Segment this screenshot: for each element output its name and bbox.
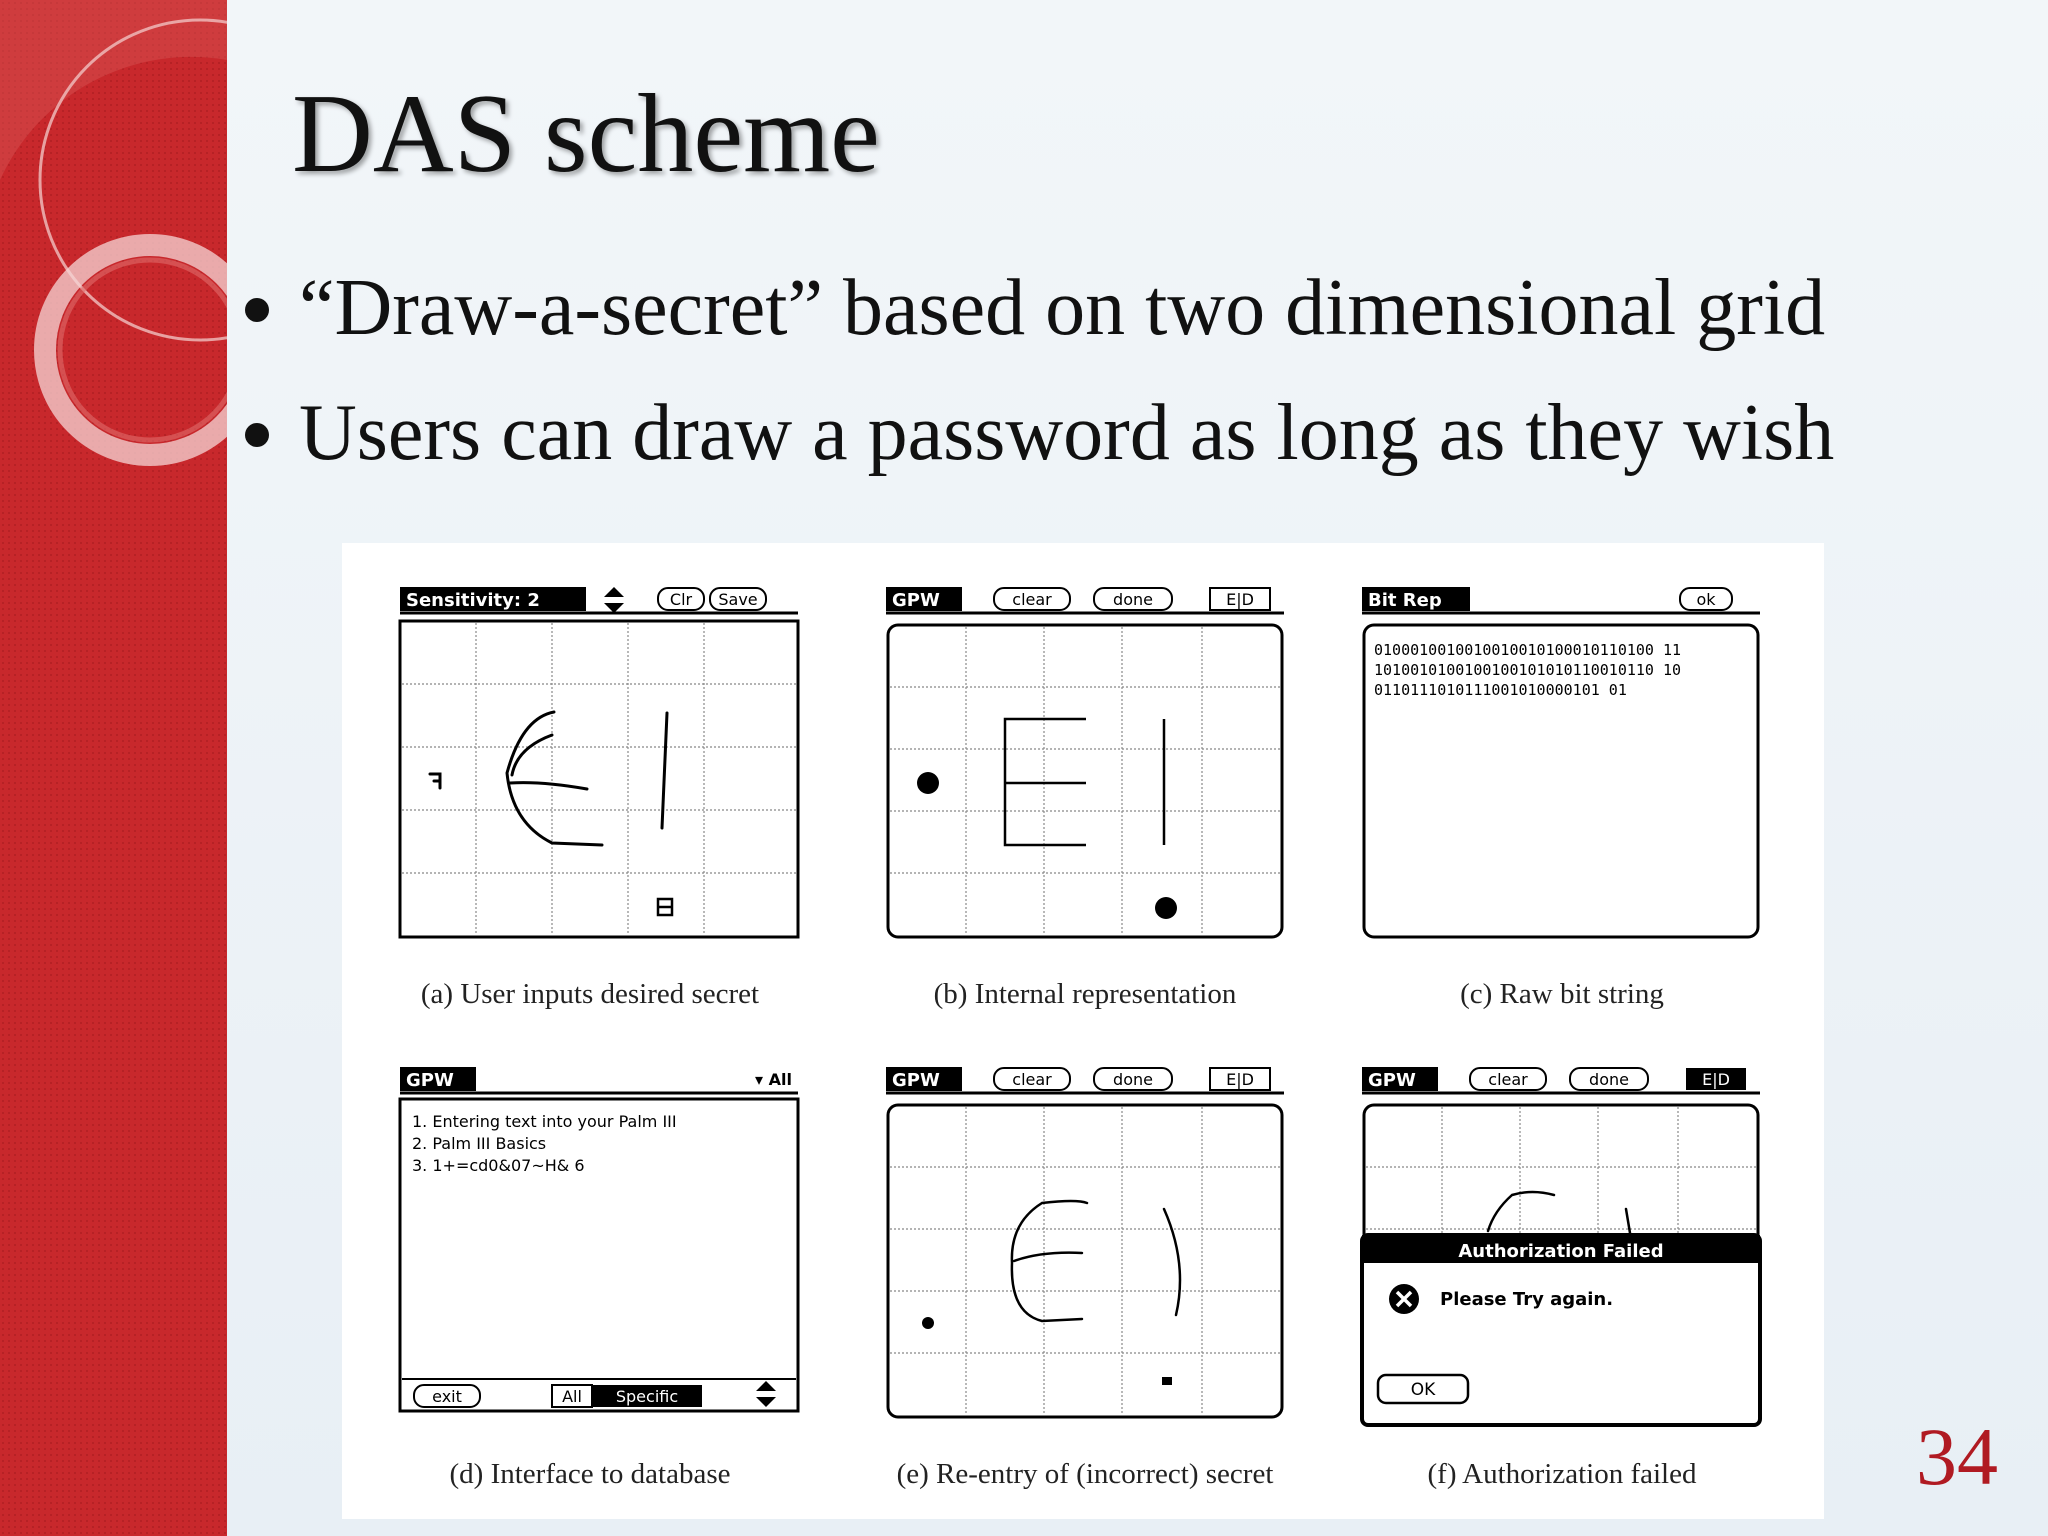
ed-toggle-label: E|D bbox=[1226, 1070, 1254, 1089]
panel-a bbox=[400, 587, 798, 1010]
bullet-dot-icon bbox=[245, 298, 269, 322]
clr-button-label: Clr bbox=[669, 590, 693, 609]
save-button-label: Save bbox=[718, 590, 758, 609]
panel-d-caption: (d) Interface to database bbox=[449, 1458, 731, 1490]
clear-button-label: clear bbox=[1012, 590, 1052, 609]
bit-line-1: 0100010010010010010100010110100 11 bbox=[1374, 641, 1682, 659]
all-toggle-label: All bbox=[562, 1387, 582, 1406]
list-item[interactable]: 3. 1+=cd0&07~H& 6 bbox=[412, 1156, 585, 1175]
done-button-label: done bbox=[1113, 590, 1153, 609]
list-item[interactable]: 1. Entering text into your Palm III bbox=[412, 1112, 677, 1131]
bullet-dot-icon bbox=[245, 423, 269, 447]
panel-b-caption: (b) Internal representation bbox=[933, 978, 1237, 1010]
das-figure-panels bbox=[342, 543, 1824, 1519]
slide-title: DAS scheme bbox=[292, 72, 880, 196]
das-figure bbox=[342, 543, 1824, 1519]
clear-button-label: clear bbox=[1488, 1070, 1528, 1089]
panel-e-caption: (e) Re-entry of (incorrect) secret bbox=[896, 1458, 1274, 1490]
panel-b bbox=[886, 587, 1284, 1010]
ed-toggle-label: E|D bbox=[1702, 1070, 1730, 1089]
clear-button-label: clear bbox=[1012, 1070, 1052, 1089]
panel-a-header: Sensitivity: 2 bbox=[406, 590, 540, 611]
panel-f bbox=[1362, 1067, 1760, 1490]
panel-e-grid-canvas[interactable] bbox=[888, 1105, 1282, 1417]
panel-b-header: GPW bbox=[892, 590, 940, 611]
specific-toggle-label: Specific bbox=[615, 1387, 679, 1406]
panel-c-header: Bit Rep bbox=[1368, 590, 1442, 611]
bit-line-3: 0110111010111001010000101 01 bbox=[1374, 681, 1627, 699]
bullet-2-text: Users can draw a password as long as they wish bbox=[299, 389, 1835, 477]
panel-e-header: GPW bbox=[892, 1070, 940, 1091]
ed-toggle-label: E|D bbox=[1226, 590, 1254, 609]
bullet-1 bbox=[245, 263, 1825, 354]
bullet-1-text: “Draw-a-secret” based on two dimensional grid bbox=[299, 264, 1826, 352]
bullet-2 bbox=[245, 388, 1834, 479]
panel-b-grid-canvas[interactable] bbox=[888, 625, 1282, 937]
panel-d-header: GPW bbox=[406, 1070, 454, 1091]
list-item[interactable]: 2. Palm III Basics bbox=[412, 1134, 547, 1153]
sidebar-decoration bbox=[0, 0, 227, 1536]
panel-c-caption: (c) Raw bit string bbox=[1460, 978, 1664, 1010]
panel-f-header: GPW bbox=[1368, 1070, 1416, 1091]
panel-d bbox=[400, 1067, 798, 1490]
bit-line-2: 1010010100100100101010110010110 10 bbox=[1374, 661, 1682, 679]
panel-a-grid-canvas[interactable] bbox=[400, 621, 798, 937]
done-button-label: done bbox=[1113, 1070, 1153, 1089]
panel-f-caption: (f) Authorization failed bbox=[1427, 1458, 1697, 1490]
panel-e bbox=[886, 1067, 1284, 1490]
exit-button-label: exit bbox=[432, 1387, 462, 1406]
dialog-message: Please Try again. bbox=[1440, 1289, 1614, 1310]
panel-a-caption: (a) User inputs desired secret bbox=[420, 978, 760, 1010]
sort-arrows-icon[interactable] bbox=[604, 587, 624, 613]
sidebar-circles-graphic bbox=[0, 0, 227, 1536]
dialog-title: Authorization Failed bbox=[1458, 1241, 1664, 1262]
ok-button-label: ok bbox=[1696, 590, 1716, 609]
page-number: 34 bbox=[1916, 1411, 1998, 1502]
category-filter-dropdown[interactable]: ▾ All bbox=[755, 1070, 792, 1089]
dialog-ok-label: OK bbox=[1410, 1380, 1436, 1400]
done-button-label: done bbox=[1589, 1070, 1629, 1089]
panel-c bbox=[1362, 587, 1760, 1010]
